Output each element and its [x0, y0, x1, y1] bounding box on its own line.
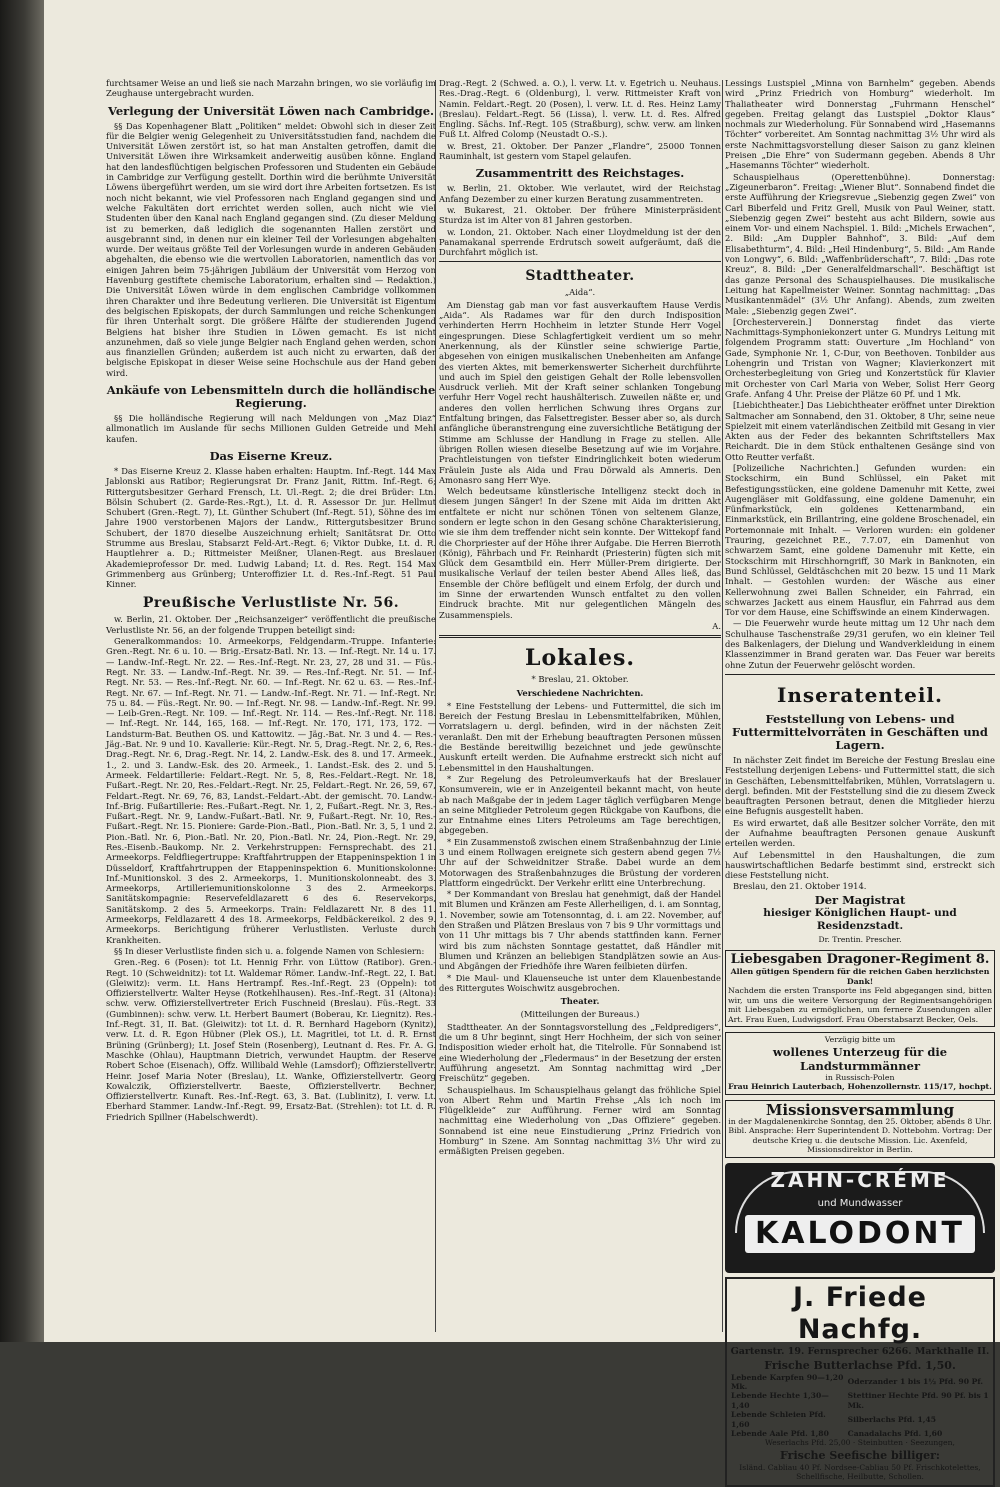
- ad-wollenes-unterzeug: [725, 1032, 995, 1095]
- table-cell: Lebende Karpfen 90—1,20 Mk.: [731, 1372, 844, 1391]
- ad-mission-title: Missionsversammlung: [765, 1100, 955, 1119]
- headline-lokales: Lokales.: [524, 645, 636, 672]
- notice-feststellung-3: Auf Lebensmittel in den Haushaltungen, die zum hauswirtschaftlichen Bedarfe bestimmt sind, erstreckt sich diese Feststellung nicht.: [725, 849, 995, 881]
- article-theater-2: Schauspielhaus. Im Schauspielhaus gelangt das fröhliche Spiel von Albert Rehm und Martin Frehse „Als ich noch im Flügelkleide“ zur Aufführung. Ferner wird am Sonntag nachmittag eine Wiederholung von „Das Offiziere“ gegeben. Sonnabend ist eine neue Einstudierung „Prinz Friedrich von Homburg“ in Szene. Am Sonntag nachmittag 3½ Uhr wird zu ermäßigten Preisen gegeben.: [439, 1084, 721, 1157]
- divider: [725, 674, 995, 675]
- kalodont-subtext: und Mundwasser: [817, 1197, 903, 1209]
- article-aida-2: Welch bedeutsame künstlerische Intelligenz steckt doch in diesem jungen Sänger! In der Szene mit Aida im dritten Akt entfaltete er nicht nur schönen Tönen von seltenem Glanze, sondern er legte schon in den Gesang schöne Charakterisierung, wie sie ihm dem treffender nicht sein konnte. Der Wittekopf fand die Chorpriester auf der Höhe ihrer Aufgabe. Die Herren Bierroth (König), Fährbach und Fr. Reinhardt (Priesterin) fügten sich mit Glück dem Gesamtbild ein. Herr Müller-Prem dirigierte. Der musikalische Verlauf der teilen bester Abend Alles ließ, das Ensemble der Chöre beflügelt und einem Erfolg, der durch und im Sinne der erwartenden Wunsch entfaltet zu den vollen Eindruck brachte. Mit nur gelegentlichen Mängeln des Zusammenspiels.: [439, 486, 721, 620]
- article-brest: w. Brest, 21. Oktober. Der Panzer „Flandre“, 25000 Tonnen Rauminhalt, ist gestern vom Stapel gelaufen.: [439, 140, 721, 162]
- article-verlust-intro: w. Berlin, 21. Oktober. Der „Reichsanzeiger“ veröffentlicht die preußische Verlustliste Nr. 56, an der folgende Truppen beteiligt sind:: [106, 614, 436, 635]
- article-reichstag: w. Berlin, 21. Oktober. Wie verlautet, wird der Reichstag Anfang Dezember zu einer kurzen Beratung zusammentreten.: [439, 183, 721, 204]
- headline-theater: Theater.: [560, 996, 600, 1007]
- notice-signature-magistrat: Der Magistrat: [814, 892, 906, 907]
- table-row: [730, 1410, 990, 1429]
- article-theater-1: Stadttheater. An der Sonntagsvorstellung des „Feldpredigers“, die um 8 Uhr beginnt, singt Herr Hochheim, der sich von seiner Indisposition wieder erholt hat, die Titelrolle. Für Sonnabend ist eine Wiederholung der „Fledermaus“ in der Besetzung der ersten Aufführung angesetzt. Am Sonntag nachmittag wird „Der Freischütz“ gegeben.: [439, 1021, 721, 1084]
- signature-aida: A.: [712, 620, 721, 631]
- headline-eisernes-kreuz: Das Eiserne Kreuz.: [209, 448, 333, 463]
- column-middle: [439, 78, 721, 1336]
- notice-feststellung-1: In nächster Zeit findet im Bereiche der Festung Breslau eine Feststellung derjenigen Lebens- und Futtermittel statt, die sich in Geschäften, Lebensmittelfabriken, Mühlen, Vorratslagern u. dergl. befinden. Mit der Feststellung sind die zu diesem Zweck beauftragten Personen betraut, denen die Mitglieder hierzu eine Befugnis ausgestellt haben.: [725, 754, 995, 817]
- subheading-aida: „Aida“.: [564, 287, 596, 298]
- divider: [439, 261, 721, 262]
- article-eisernes-kreuz: * Das Eiserne Kreuz 2. Klasse haben erhalten: Hauptm. Inf.-Regt. 144 Max Jablonski aus Ratibor; Regierungsrat Dr. Franz Janit, Rittm. Inf.-Regt. 6; Rittergutsbesitzer Gerhard Frensch, Lt. Ul.-Regt. 2; die drei Brüder: Ltn. Bölsin Schubert (2. Garde-Res.-Rgt.), Lt. d. R. Assessor Dr. jur. Hellmut Schubert (Gren.-Regt. 7), Lt. Günther Schubert (Inf.-Regt. 51), Söhne des im Jahre 1900 verstorbenen Majors der Landw., Rittergutsbesitzer Bruno Schubert, der 1870 dieselbe Auszeichnung erhielt; Sanitätsrat Dr. Otto Strumme aus Breslau, Stabsarzt Feld-Art.-Regt. 6; Viktor Dubke, Lt. d. R. Hauptlehrer a. D.; Rittmeister Meißner, Ulanen-Regt. aus Breslauer Akademieprofessor Dr. med. Ludwig Laband; Lt. d. Res. Regt. 154 Max Grimmenberg aus Grünberg; Unteroffizier Lt. d. Res.-Inf.-Regt. 51 Paul Kinner.: [106, 465, 436, 590]
- article-liebichtheater: [Liebichtheater.] Das Liebichtheater eröffnet unter Direktion Saltmacher am Sonnabend, den 31. Oktober, 8 Uhr, seine neue Spielzeit mit einem vaterländischen Zeitbild mit Gesang in vier Akten aus der Feder des bekannten Schriftstellers Max Reichardt. Die in dem Stück enthaltenen Gesänge sind von Otto Reutter verfaßt.: [725, 400, 995, 462]
- subheading-theater: (Mitteilungen der Bureaus.): [520, 1009, 640, 1020]
- article-theater-3: Lessings Lustspiel „Minna von Barnhelm“ gegeben. Abends wird „Prinz Friedrich von Homburg“ wiederholt. Im Thaliatheater wird Donnerstag „Fuhrmann Henschel“ gegeben. Freitag gelangt das Lustspiel „Doktor Klaus“ nochmals zur Wiederholung. Für Sonnabend wird „Hasemanns Töchter“ vorbereitet. Am Sonntag nachmittag 3½ Uhr wird als erste Nachmittagsvorstellung dieser Saison zu ganz kleinen Preisen „Die Ehre“ von Sudermann gegeben. Abends 8 Uhr „Hasemanns Töchter“ wiederholt.: [725, 78, 995, 171]
- ad-wolle-title: wollenes Unterzeug für die Landsturmmänner: [772, 1044, 948, 1073]
- newspaper-page: [44, 0, 1000, 1482]
- ad-liebesgaben-title: Liebesgaben Dragoner-Regiment 8.: [730, 952, 990, 968]
- table-row: [730, 1429, 990, 1438]
- article-lokal-4: * Der Kommandant von Breslau hat genehmigt, daß der Handel mit Blumen und Kränzen am Feste Allerheiligen, d. i. am Sonntag, 1. November, sowie am Totensonntag, d. i. am 22. November, auf den Straßen und Plätzen Breslaus von 7 bis 9 Uhr vormittags und von 11 Uhr mittags bis 7 Uhr abends stattfinden kann. Ferner wird bis zum nächsten Sonntage gestattet, daß Händler mit Blumen und Kränzen an beliebigen Standplätzen sowie an Aus- und Abgängen der Friedhöfe ihre Waren feilbieten dürfen.: [439, 889, 721, 972]
- article-feuerwehr: — Die Feuerwehr wurde heute mittag um 12 Uhr nach dem Schulhause Taschenstraße 29/31 gerufen, wo ein kleiner Teil des Balkenlagers, der Dielung und Wandverkleidung in einem Klassenzimmer in Brand geraten war. Das Feuer war bereits ohne Zutun der Feuerwehr gelöscht worden.: [725, 618, 995, 670]
- table-cell: Lebende Aale Pfd. 1,80: [731, 1429, 829, 1439]
- headline-loewen: Verlegung der Universität Löwen nach Cambridge.: [107, 103, 435, 118]
- headline-inseratenteil: Inseratenteil.: [776, 682, 943, 707]
- table-cell: Silberlachs Pfd. 1,45: [847, 1414, 936, 1424]
- ad-liebesgaben-sub: Allen gütigen Spendern für die reichen Gaben herzlichsten Dank!: [730, 967, 990, 986]
- friede-address: Gartenstr. 19. Fernsprecher 6266. Markthalle II.: [730, 1345, 990, 1357]
- headline-reichstag: Zusammentritt des Reichstages.: [475, 166, 685, 181]
- ad-liebesgaben: [725, 950, 995, 1027]
- article-polizei: [Polizeiliche Nachrichten.] Gefunden wurden: ein Stockschirm, ein Bund Schlüssel, ein Paket mit Befestigungsstücken, eine goldene Damenuhr mit Kette, zwei Augengläser mit Goldfassung, eine goldene Damenuhr, ein Fünfmarkstück, ein goldenes Kettenarmband, ein Einmarkstück, ein Brillantring, eine goldene Broschenadel, ein Portemonnaie mit Inhalt. — Verloren wurden: ein goldener Trauring, gezeichnet P.E., 7.7.07, ein Damenhut von schwarzem Samt, eine goldene Damenuhr mit Kette, ein Stockschirm mit Hirschhorngriff, 30 Mark in Banknoten, ein Bund Schlüssel, Geldtäschchen mit 20 bezw. 15 und 11 Mark Inhalt. — Gestohlen wurden: der Wäsche aus einer Kellerwohnung zwei Ballen Schneider, ein Fahrrad, ein schwarzes Jackett aus einem Hausflur, ein Fahrrad aus dem Tor vor dem Hause, eine Schiffswinde an einem Kinderwagen.: [725, 462, 995, 618]
- article-verlust-cont: Drag.-Regt. 2 (Schwed. a. O.), l. verw. Lt. v. Egetrich u. Neuhaus. Res.-Drag.-Regt. 6 (Oldenburg), l. verw. Rittmeister Kraft von Namin. Feldart.-Regt. 20 (Posen), l. verw. Lt. d. Res. Heinz Lamy (Breslau). Feldart.-Regt. 56 (Lissa), l. verw. Lt. d. Res. Alfred Engling. Sächs. Inf.-Regt. 105 (Straßburg), schw. verw. am linken Fuß Lt. Alfred Colomp (Neustadt O.-S.).: [439, 78, 721, 140]
- friede-fish-headline: Frische Seefische billiger:: [780, 1448, 940, 1462]
- ad-wolle-pre: Verzügig bitte um: [824, 1035, 896, 1045]
- ad-liebesgaben-text: Nachdem die ersten Transporte ins Feld abgegangen sind, bitten wir, um uns die weitere Versorgung der Regimentsangehörigen mit Liebesgaben zu ermöglichen, um fernere Zusendungen aller Art. Frau Euen, Ludwigsdorf. Frau Oberstabsarzt Becker, Oels.: [728, 986, 992, 1024]
- table-row: [730, 1391, 990, 1410]
- article-verlust-units: Generalkommandos: 10. Armeekorps, Feldgendarm.-Truppe. Infanterie: Gren.-Regt. Nr. 6 u. 10. — Brig.-Ersatz-Batl. Nr. 13. — Inf.-Regt. Nr. 14 u. 17. — Landw.-Inf.-Regt. Nr. 22. — Res.-Inf.-Regt. Nr. 23, 27, 28 und 31. — Füs.-Regt. Nr. 33. — Landw.-Inf.-Regt. Nr. 39. — Res.-Inf.-Regt. Nr. 51. — Inf.-Regt. Nr. 53. — Res.-Inf.-Regt. Nr. 60. — Inf.-Regt. Nr. 62 u. 63. — Res.-Inf.-Regt. Nr. 67. — Inf.-Regt. Nr. 71. — Landw.-Inf.-Regt. Nr. 71. — Inf.-Regt. Nr. 75 u. 84. — Füs.-Regt. Nr. 90. — Inf.-Regt. Nr. 98. — Landw.-Inf.-Regt. Nr. 99. — Leib-Gren.-Regt. Nr. 109. — Inf.-Regt. Nr. 114. — Res.-Inf.-Regt. Nr. 118. — Inf.-Regt. Nr. 144, 165, 168. — Inf.-Regt. Nr. 170, 171, 173, 172. — Landsturm-Bat. Beuthen OS. und Kattowitz. — Jäg.-Bat. Nr. 3 und 4. — Res.-Jäg.-Bat. Nr. 9 und 10. Kavallerie: Kür.-Regt. Nr. 5, Drag.-Regt. Nr. 2, 6, Res.-Drag.-Regt. Nr. 6, Drag.-Regt. Nr. 14, 2. Landw.-Esk. des 8. und 17. Armeek., 1., 2. und 3. Landw.-Esk. des 20. Armeek., 1. Landst.-Esk. des 2. und 5. Armeek. Feldartillerie: Feldart.-Regt. Nr. 5, 8, Res.-Feldart.-Regt. Nr. 18, Fußart.-Regt. Nr. 20, Res.-Feldart.-Regt. Nr. 25, Feldart.-Regt. Nr. 26, 59, 67, Feldart.-Regt. Nr. 69, 76, 83, Landst.-Feldart.-Abt. der gemischt. 70. Landw.-Inf.-Brig. Fußartillerie: Res.-Fußart.-Regt. Nr. 1, 2, Fußart.-Regt. Nr. 3, Res.-Fußart.-Regt. Nr. 9, Landw.-Fußart.-Batl. Nr. 9, Fußart.-Regt. Nr. 10, Res.-Fußart.-Regt. Nr. 15. Pioniere: Garde-Pion.-Batl., Pion.-Batl. Nr. 3, 5, 1 und 2. Pion.-Batl. Nr. 6, Pion.-Batl. Nr. 20, Pion.-Batl. Nr. 24, Pion.-Regt. Nr. 29, Res.-Eisenb.-Baukomp. Nr. 2. Verkehrstruppen: Fernsprechabt. des 21. Armeekorps. Feldfliegertruppe: Kraftfahrtruppen der Etappeninspektion 1 in Düsseldorf, Kraftfahrtruppen der Etappeninspektion 6. Munitionskolonne: Inf.-Munitionskol. 3 des 2. Armeekorps, 1. Munitionskolonneabt. des 3. Armeekorps, Artilleriemunitionskolonne 3 des 2. Armeekorps. Sanitätskompagnie: Reservefeldlazarett 6 des 6. Reservekorps, Sanitätskomp. 2 des 5. Armeekorps. Train: Feldlazarett Nr. 8 des 11. Armeekorps, Feldlazarett 4 des 18. Armeekorps, Feldbäckereikol. 2 des 9. Armeekorps. Berichtigung früherer Verlustlisten. Verluste durch Krankheiten.: [106, 636, 436, 945]
- subheading-nachrichten: Verschiedene Nachrichten.: [516, 687, 644, 698]
- ad-friede-nachfg: [725, 1277, 995, 1487]
- article-london: w. London, 21. Oktober. Nach einer Lloydmeldung ist der den Panamakanal sperrende Erdrutsch soweit aufgeräumt, daß die Durchfahrt möglich ist.: [439, 226, 721, 258]
- headline-verlustliste: Preußische Verlustliste Nr. 56.: [142, 595, 400, 612]
- ad-kalodont: [725, 1163, 995, 1273]
- article-schauspielhaus: Schauspielhaus (Operettenbühne). Donnerstag: „Zigeunerbaron“. Freitag: „Wiener Blut“. Sonnabend findet die erste Aufführung der Kriegsrevue „Siebenzig gegen Zwei“ von Carl Biberfeld und Fritz Grell, Musik von Paul Weiner, statt. „Siebenzig gegen Zwei“ besteht aus acht Bildern, sowie aus einem Vor- und einem Nachspiel. 1. Bild: „Michels Erwachen“, 2. Bild: „Am Duppler Bahnhof“, 3. Bild: „Auf dem Elisabethturm“, 4. Bild: „Heil Hindenburg“, 5. Bild: „Am Rande von Longwy“, 6. Bild: „Waffenbrüderschaft“, 7. Bild: „Das rote Kreuz“, 8. Bild: „Der Generalfeldmarschall“. Beschäftigt ist das ganze Personal des Schauspielhauses. Die musikalische Leitung hat Kapellmeister Weiner. Sonntag nachmittag: „Das Musikantenmädel“ (3½ Uhr Anfang). Abends, zum zweiten Male: „Siebenzig gegen Zwei“.: [725, 171, 995, 316]
- table-cell: Canadalachs Pfd. 1,60: [847, 1429, 943, 1439]
- dateline-breslau: * Breslau, 21. Oktober.: [531, 674, 629, 685]
- headline-ankauf: Ankäufe von Lebensmitteln durch die holländische Regierung.: [106, 383, 436, 411]
- ad-missionsversammlung: [725, 1100, 995, 1158]
- divider: [439, 635, 721, 636]
- friede-fish-text: Isländ. Cabliau 40 Pf. Nordsee-Cabliau 50 Pf. Frischkotelettes, Schellfische, Heilbutte, Schollen.: [739, 1462, 981, 1482]
- article-verlust-schlesier: §§ In dieser Verlustliste finden sich u. a. folgende Namen von Schlesiern:: [114, 945, 425, 956]
- friede-name: J. Friede Nachfg.: [793, 1281, 927, 1345]
- notice-feststellung-2: Es wird erwartet, daß alle Besitzer solcher Vorräte, den mit der Aufnahme beauftragten Personen genaue Auskunft erteilen werden.: [725, 817, 995, 849]
- table-cell: Lebende Hechte 1,30—1,40: [731, 1391, 829, 1410]
- article-aida: Am Dienstag gab man vor fast ausverkauftem Hause Verdis „Aida“. Als Radames war für den durch Indisposition verhinderten Herrn Hochheim in letzter Stunde Herr Vogel eingesprungen. Diese Schlagfertigkeit verdient um so mehr Anerkennung, als der Künstler seine schwierige Partie, abgesehen von einigen musikalischen Unebenheiten am Anfange des vierten Aktes, mit bemerkenswerter Sicherheit durchführte und auch im Spiel den geistigen Gehalt der Rolle lebensvollen Ausdruck verlieh. Mit der Kraft seiner schlanken Tongebung verfuhr Herr Vogel recht haushälterisch. Zuweilen näßte er, und anderes den vollen herrlichen Schwung ihres Organs zur Entfaltung bringen, das Falsettregister. Besser aber so, als durch anfängliche überanstrengung eine zuversichtliche Betätigung der Stimme am Schlusse der Handlung in Frage zu stellen. Alle übrigen Rollen wiesen dieselbe Besetzung auf wie im Vorjahre. Prachtleistungen von tiefster Eindringlichkeit boten wiederum Fräulein Juste als Aida und Frau Dörwald als Amneris. Den Amonasro sang Herr Wye.: [439, 299, 721, 485]
- headline-feststellung: Feststellung von Lebens- und Futtermittelvorräten in Geschäften und Lagern.: [732, 711, 988, 752]
- article-verlust-names: Gren.-Reg. 6 (Posen): tot Lt. Hennig Frhr. von Lüttow (Ratibor). Gren.-Regt. 10 (Schweidnitz): tot Lt. Waldemar Römer. Landw.-Inf.-Regt. 22, I. Bat. (Gleiwitz): verm. Lt. Hans Hertrampf. Res.-Inf.-Regt. 23 (Oppeln): tot Offizierstellvertr. Walter Heyse (Rotkehlhausen). Res.-Inf.-Regt. 31 (Altona): schw. verw. Offizierstellvertreter Erich Fuschneid (Breslau). Füs.-Regt. 33 (Gumbinnen): schw. verw. Lt. Herbert Baumert (Boberau, Kr. Liegnitz). Res.-Inf.-Regt. 31, II. Bat. (Gleiwitz): tot Lt. d. R. Bernhard Hageborn (Kynitz), verw. Lt. d. R. Egon Hübner (Plek OS.), Lt. Magritlei, tot Lt. d. R. Ernst Brüning (Grünberg); Lt. Josef Stein (Rosenberg), Leutnant d. Res. Fr. A. G. Maschke (Ohlau), Hauptmann Dietrich, verwundet Hauptm. der Reserve Robert Schoe (Eisenach), Offz. Willibald Wehle (Lamsdorf); Offizierstellvertr. Heinr. Josef Maria Noter (Breslau), Lt. Wanke, Offizierstellvertr. Georg Kowalczik, Offizierstellvertr. Baeste, Offizierstellvertr. Bechner, Offizierstellvertr. Kunaft. Res.-Inf.-Regt. 63, 3. Bat. (Lublinitz), I. verw. Lt. Eberhard Stammer. Landw.-Inf.-Regt. 99, Ersatz-Bat. (Strehlen): tot Lt. d. R. Friedrich Spillner (Habelschwerdt).: [106, 957, 436, 1122]
- article-lokal-1: * Eine Feststellung der Lebens- und Futtermittel, die sich im Bereich der Festung Breslau in Lebensmittelfabriken, Mühlen, Vorratslagern u. dergl. befinden, wird in der nächsten Zeit veranlaßt. Den mit der Erhebung beauftragten Personen müssen die Bestände bereitwillig bezeichnet und jede gewünschte Auskunft erteilt werden. Die Aufnahme erstreckt sich nicht auf Lebensmittel in den Haushaltungen.: [439, 700, 721, 773]
- table-cell: Oderzander 1 bis 1½ Pfd. 90 Pf.: [847, 1377, 983, 1387]
- table-cell: Stettiner Hechte Pfd. 90 Pf. bis 1 Mk.: [847, 1391, 989, 1410]
- notice-signature-city: hiesiger Königlichen Haupt- und Residenzstadt.: [763, 906, 957, 932]
- article-lokal-5: * Die Maul- und Klauenseuche ist unter dem Klauenbestande des Rittergutes Woischwitz ausgebrochen.: [439, 972, 721, 993]
- kalodont-arc-text: ZAHN-CRÉME: [770, 1167, 950, 1192]
- friede-misc: Weserlachs Pfd. 25,00 · Steinbutten · Seezungen,: [765, 1438, 955, 1448]
- table-cell: Lebende Schleien Pfd. 1,60: [731, 1410, 826, 1429]
- article-loewen: §§ Das Kopenhagener Blatt „Politiken“ meldet: Obwohl sich in dieser Zeit für die Belgier wenig Gelegenheit zu Universitätsstudien fand, nachdem die Universität Löwen zerstört ist, so hat man Anstalten getroffen, damit die Universität Löwen ihre Wirksamkeit anderweitig ausüben könne. England hat den landesflüchtigen belgischen Professoren und Studenten ein Gebäude in Cambridge zur Verfügung gestellt. Dorthin wird die berühmte Universität Löwens übergeführt werden, um sie wird dort ihre Arbeiten fortsetzen. Es ist noch nicht bekannt, wie viel Professoren nach England gegangen sind und welche Fakultäten dort errichtet werden sollen, auch nicht wie viel Studenten über den Kanal nach England gegangen sind. (Zu dieser Meldung ist zu bemerken, daß lediglich die sogenannten Hallen zerstört und ausgebrannt sind, in denen nur ein kleiner Teil der Vorlesungen abgehalten wurde. Der weitaus größte Teil der Vorlesungen wurde in anderen Gebäuden abgehalten, die ebenso wie die wertvollen Laboratorien, namentlich das vor einigen Jahren beim 75-jährigen Jubiläum der Universität vom Herzog von Havenburg gestiftete chemische Laboratorium, erhalten sind — Redaktion.) Die Universität Löwen würde in dem englischen Cambridge vollkommen ihren Charakter und ihre Bedeutung verlieren. Die Universität ist Eigentum des belgischen Episkopats, der durch Sammlungen und reiche Schenkungen für ihren Unterhalt sorgt. Die größere Hälfte der studierenden Jugend Belgiens hat bisher ihre Studien in Löwen gemacht. Es ist nicht anzunehmen, daß so viele junge Belgier nach England gehen werden, schon aus finanziellen Gründen; außerdem ist auch nicht zu erwarten, daß der belgische Episkopat in dieser Weise seine Hochschule aus der Hand geben wird.: [106, 120, 436, 378]
- ad-mission-text: in der Magdalenenkirche Sonntag, den 25. Oktober, abends 8 Uhr. Bibl. Ansprache: Herr Superintendent D. Nottebohm. Vortrag: Der deutsche Krieg u. die deutsche Mission. Lic. Axenfeld, Missionsdirektor in Berlin.: [728, 1116, 992, 1155]
- notice-date: Breslau, den 21. Oktober 1914.: [733, 881, 867, 892]
- article-orchesterverein: [Orchesterverein.] Donnerstag findet das vierte Nachmittags-Symphoniekonzert unter G. Mundrys Leitung mit folgendem Programm statt: Ouverture „Im Hochland“ von Gade, Symphonie Nr. 1, C-Dur, von Beethoven. Tonbilder aus Lohengrin und Tristan von Wagner; Klavierkonzert mit Orchesterbegleitung von Grieg und Konzertstück für Klavier mit Orchester von Carl Maria von Weber, Solist Herr Georg Grafe. Anfang 4 Uhr. Preise der Plätze 60 Pf. und 1 Mk.: [725, 316, 995, 399]
- article-ankauf: §§ Die holländische Regierung will nach Meldungen von „Maz Diaz“ allmonatlich im Auslande für sechs Millionen Gulden Getreide und Mehl kaufen.: [106, 413, 436, 444]
- table-row: [730, 1373, 990, 1392]
- notice-signatories: Dr. Trentin. Prescher.: [818, 934, 902, 944]
- divider: [439, 637, 721, 638]
- column-left: [106, 78, 436, 1336]
- kalodont-brand: KALODONT: [745, 1215, 975, 1253]
- ad-wolle-address: Frau Heinrich Lauterbach, Hohenzollernstr. 115/17, hochpt.: [728, 1082, 992, 1092]
- article-lokal-2: * Zur Regelung des Petroleumverkaufs hat der Breslauer Konsumverein, wie er in Anzeigenteil bekannt macht, von heute ab nach Maßgabe der in jedem Lager täglich verfügbaren Menge an seine Mitglieder Petroleum gegen Rückgabe von Kaufbons, die zur Entnahme eines Liters Petroleums am Tage berechtigen, abgegeben.: [439, 773, 721, 836]
- ad-wolle-sub: in Russisch-Polen: [825, 1072, 895, 1082]
- article-lokal-3: * Ein Zusammenstoß zwischen einem Straßenbahnzug der Linie 3 und einem Rollwagen ereignete sich gestern abend gegen 7½ Uhr auf der Schweidnitzer Straße. Dabei wurde an dem Motorwagen des Straßenbahnzuges die Brüstung der vorderen Plattform eingedrückt. Der Verkehr erlitt eine Unterbrechung.: [439, 836, 721, 888]
- book-binding: [0, 0, 44, 1342]
- friede-price-table: [730, 1373, 990, 1439]
- friede-headline: Frische Butterlachse Pfd. 1,50.: [764, 1358, 956, 1372]
- column-right: [725, 78, 995, 1482]
- article-bukarest: w. Bukarest, 21. Oktober. Der frühere Ministerpräsident Sturdza ist im Alter von 81 Jahren gestorben.: [439, 204, 721, 226]
- article-intro: furchtsamer Weise an und ließ sie nach Marzahn bringen, wo sie vorläufig im Zeughause untergebracht wurden.: [106, 78, 436, 99]
- column-rule: [722, 80, 723, 1332]
- headline-stadttheater: Stadttheater.: [525, 268, 635, 285]
